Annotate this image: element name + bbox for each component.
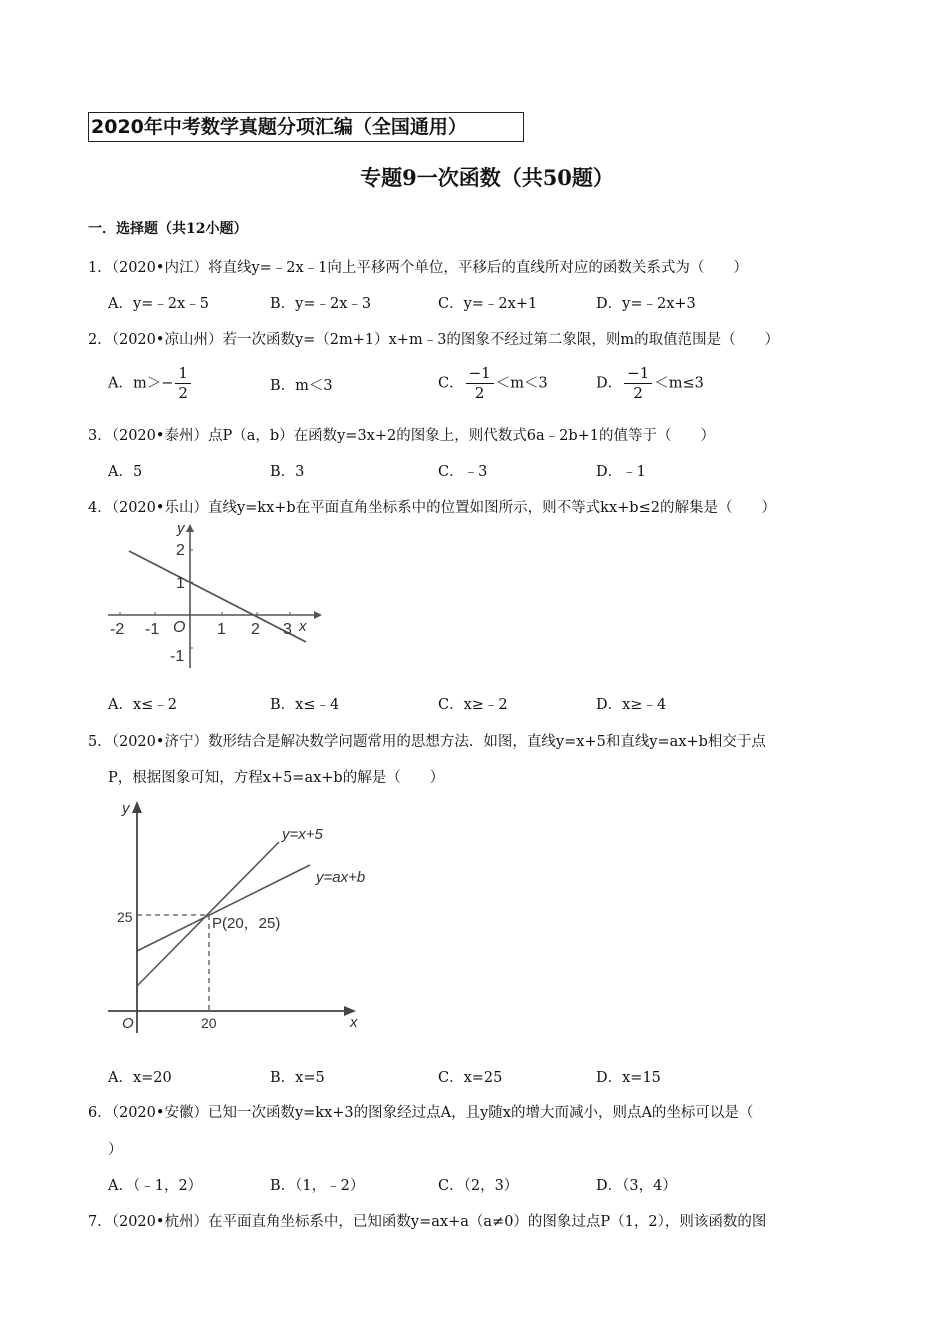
q4-option-b[interactable]: B．x≤﹣4 <box>270 697 340 713</box>
q4-option-d[interactable]: D．x≥﹣4 <box>596 697 667 713</box>
q6-option-d[interactable]: D．（3，4） <box>596 1178 677 1194</box>
origin-label: O <box>173 619 186 636</box>
x-tick-label: 1 <box>217 621 226 638</box>
question-6-continued: ） <box>108 1142 123 1158</box>
q5-option-b[interactable]: B．x=5 <box>270 1070 325 1086</box>
question-6 <box>88 1101 753 1122</box>
x-tick-label: -2 <box>110 621 125 638</box>
y-axis-label: y <box>177 520 185 537</box>
collection-title: 2020年中考数学真题分项汇编（全国通用） <box>88 112 524 142</box>
x-tick-label: 20 <box>201 1015 217 1031</box>
q4-option-a[interactable]: A．x≤﹣2 <box>108 697 178 713</box>
q6-option-b[interactable]: B．（1，﹣2） <box>270 1178 365 1194</box>
line-2-label: y=ax+b <box>316 869 366 886</box>
question-5 <box>88 730 766 751</box>
question-stem: （2020•内江）将直线y=﹣2x﹣1向上平移两个单位，平移后的直线所对应的函数关系式为（ ） <box>111 260 748 276</box>
question-stem: （2020•济宁）数形结合是解决数学问题常用的思想方法．如图，直线y=x+5和直线y=ax+b相交于点 <box>111 734 766 750</box>
q3-option-a[interactable]: A．5 <box>108 464 143 480</box>
x-axis-arrow <box>314 611 322 619</box>
question-4 <box>88 496 776 517</box>
numerator: 1 <box>175 364 191 384</box>
option-label: D． <box>596 375 623 392</box>
line-1-label: y=x+5 <box>282 826 323 843</box>
q1-option-c[interactable]: C．y=﹣2x+1 <box>438 296 538 312</box>
fraction <box>466 364 494 403</box>
question-1 <box>88 256 748 277</box>
option-label: A． <box>108 375 133 392</box>
question-number: 7． <box>88 1214 112 1230</box>
question-5-continued: P，根据图象可知，方程x+5=ax+b的解是（ ） <box>108 770 445 786</box>
y-axis-arrow <box>132 801 142 813</box>
numerator: −1 <box>624 364 652 384</box>
q4-graph <box>100 520 325 670</box>
y-tick-label: 25 <box>117 909 133 925</box>
denominator: 2 <box>633 384 643 402</box>
q1-option-a[interactable]: A．y=﹣2x﹣5 <box>108 296 209 312</box>
question-7 <box>88 1210 766 1231</box>
y-tick-label: 1 <box>176 575 185 592</box>
denominator: 2 <box>474 384 485 402</box>
q6-option-c[interactable]: C．（2，3） <box>438 1178 519 1194</box>
question-number: 3． <box>88 428 112 444</box>
q5-option-a[interactable]: A．x=20 <box>108 1070 172 1086</box>
fraction <box>175 364 191 403</box>
question-stem: （2020•乐山）直线y=kx+b在平面直角坐标系中的位置如图所示，则不等式kx+b≤2的解集是（ ） <box>111 500 776 516</box>
option-text: ＜m＜3 <box>495 375 548 392</box>
question-3 <box>88 424 715 445</box>
question-stem: （2020•凉山州）若一次函数y=（2m+1）x+m﹣3的图象不经过第二象限，则m的取值范围是（ ） <box>111 332 780 348</box>
y-axis-label: y <box>122 800 130 817</box>
question-number: 4． <box>88 500 112 516</box>
question-number: 2． <box>88 332 112 348</box>
q1-option-d[interactable]: D．y=﹣2x+3 <box>596 296 696 312</box>
q5-graph <box>100 795 370 1035</box>
y-tick-label: -1 <box>170 648 185 665</box>
q2-option-a[interactable] <box>108 364 193 403</box>
x-tick-label: 3 <box>283 621 292 638</box>
y-axis-arrow <box>186 524 194 532</box>
option-text: ＜m≤3 <box>654 375 704 392</box>
q1-option-b[interactable]: B．y=﹣2x﹣3 <box>270 296 372 312</box>
question-stem: （2020•安徽）已知一次函数y=kx+3的图象经过点A，且y随x的增大而减小，则点A的坐标可以是（ <box>111 1105 754 1121</box>
x-axis-label: x <box>350 1014 358 1031</box>
x-tick-label: -1 <box>145 621 160 638</box>
y-tick-label: 2 <box>176 542 185 559</box>
q3-option-d[interactable]: D．﹣1 <box>596 464 646 480</box>
q2-option-c[interactable] <box>438 364 548 403</box>
option-label: C． <box>438 375 464 392</box>
topic-title: 专题9一次函数（共50题） <box>360 165 614 190</box>
numerator: −1 <box>466 364 494 384</box>
question-stem: （2020•泰州）点P（a，b）在函数y=3x+2的图象上，则代数式6a﹣2b+1的值等于（ ） <box>111 428 715 444</box>
point-label: P(20，25) <box>212 915 281 932</box>
q2-option-b[interactable]: B．m＜3 <box>270 378 333 394</box>
origin-label: O <box>122 1015 134 1032</box>
function-line-1 <box>137 842 279 986</box>
x-tick-label: 2 <box>251 621 260 638</box>
question-number: 6． <box>88 1105 112 1121</box>
q4-option-c[interactable]: C．x≥﹣2 <box>438 697 508 713</box>
q5-option-c[interactable]: C．x=25 <box>438 1070 503 1086</box>
denominator: 2 <box>178 384 188 402</box>
option-text: m＞− <box>132 375 174 392</box>
question-2 <box>88 328 779 349</box>
question-number: 5． <box>88 734 112 750</box>
q2-option-d[interactable] <box>596 364 704 403</box>
q5-option-d[interactable]: D．x=15 <box>596 1070 661 1086</box>
fraction <box>624 364 652 403</box>
section-heading: 一．选择题（共12小题） <box>88 221 248 237</box>
x-axis-label: x <box>299 618 307 635</box>
q3-option-b[interactable]: B．3 <box>270 464 305 480</box>
q6-option-a[interactable]: A．（﹣1，2） <box>108 1178 203 1194</box>
q3-option-c[interactable]: C．﹣3 <box>438 464 488 480</box>
question-stem: （2020•杭州）在平面直角坐标系中，已知函数y=ax+a（a≠0）的图象过点P（1，2），则该函数的图 <box>111 1214 767 1230</box>
function-line-2 <box>137 865 310 951</box>
question-number: 1． <box>88 260 112 276</box>
